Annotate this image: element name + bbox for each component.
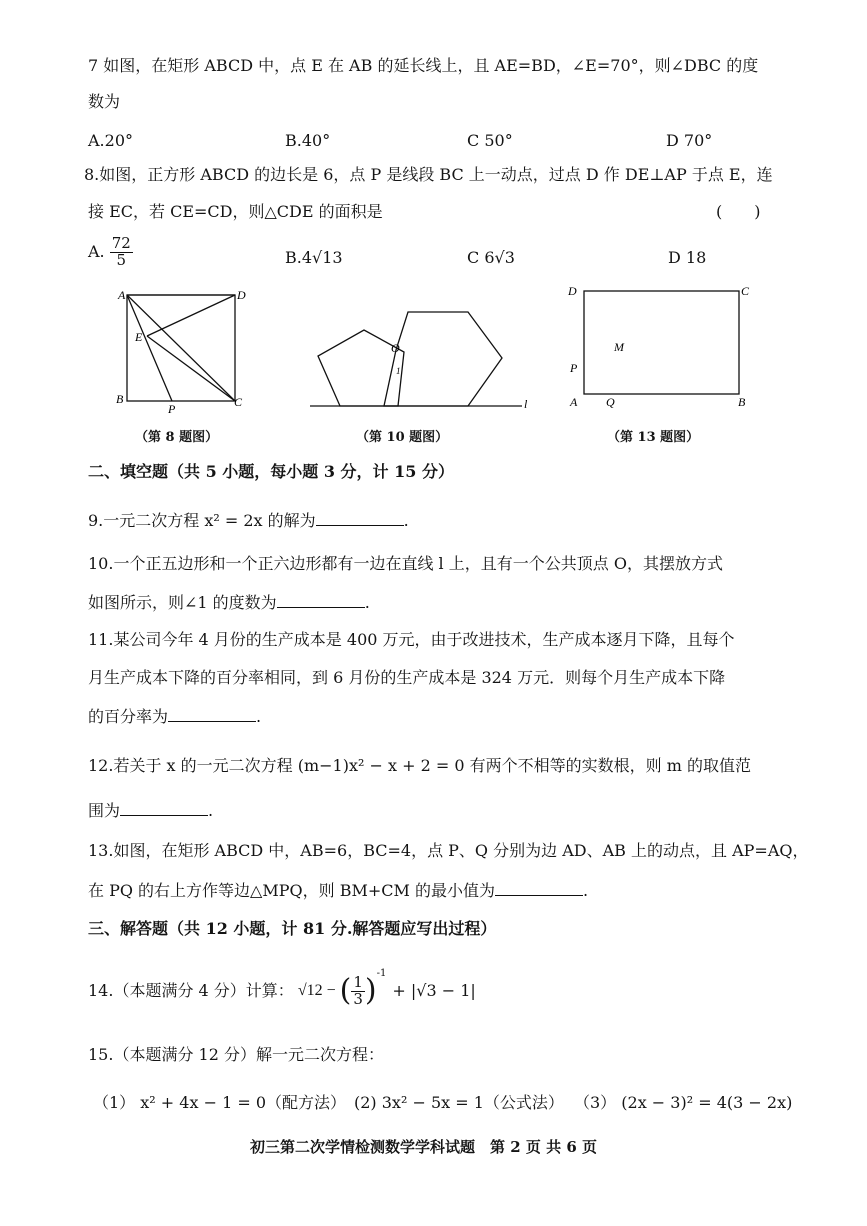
q10-line2	[88, 593, 370, 611]
q13-line2	[88, 881, 588, 899]
section-3-heading: 三、解答题（共 12 小题，计 81 分.解答题应写出过程）	[88, 919, 497, 938]
q14-paren-close: )	[364, 973, 377, 1009]
q13-end: .	[582, 881, 589, 900]
q12-end: .	[208, 801, 214, 820]
q8-option-c: C 6√3	[467, 248, 515, 267]
figure-8-caption: （第 8 题图）	[135, 430, 219, 445]
q11-end: .	[256, 707, 262, 726]
q12-answer-blank[interactable]	[120, 801, 208, 816]
fig13-label-d: D	[568, 284, 577, 298]
fig8-label-a: A	[118, 288, 126, 302]
q14-fraction	[351, 975, 365, 1008]
q14-prefix: 14.（本题满分 4 分）计算：	[88, 981, 294, 1001]
q14-tail: + |√3 − 1|	[392, 981, 476, 1001]
q9-end: .	[403, 511, 409, 530]
q11-line2: 月生产成本下降的百分率相同，到 6 月份的生产成本是 324 万元．则每个月生产成本下降	[88, 668, 726, 687]
q9-text: 9.一元二次方程 x² = 2x 的解为	[88, 511, 316, 530]
q13-answer-blank[interactable]	[495, 881, 583, 896]
q8-line1: 8.如图，正方形 ABCD 的边长是 6，点 P 是线段 BC 上一动点，过点 D 作 DE⊥AP 于点 E，连	[84, 165, 773, 184]
q14-paren-open: (	[339, 973, 352, 1009]
q10-answer-blank[interactable]	[277, 593, 365, 608]
q8-line2: 接 EC，若 CE=CD，则△CDE 的面积是	[88, 202, 383, 221]
section-2-heading: 二、填空题（共 5 小题，每小题 3 分，计 15 分）	[88, 462, 454, 481]
fig13-label-a: A	[570, 395, 578, 409]
figure-10	[300, 300, 535, 415]
fig10-label-o: O	[391, 341, 400, 355]
q7-line1: 7 如图，在矩形 ABCD 中，点 E 在 AB 的延长线上，且 AE=BD，∠E=70°，则∠DBC 的度	[88, 56, 759, 75]
figure-13-caption: （第 13 题图）	[607, 430, 700, 445]
fig13-label-b: B	[738, 395, 746, 409]
q13-text: 在 PQ 的右上方作等边△MPQ，则 BM+CM 的最小值为	[88, 881, 495, 900]
fig8-label-c: C	[234, 395, 243, 409]
q10-line1: 10.一个正五边形和一个正六边形都有一边在直线 l 上，且有一个公共顶点 O，其摆放方式	[88, 554, 723, 573]
figure-8	[110, 285, 260, 415]
q9-answer-blank[interactable]	[316, 511, 404, 526]
q14	[88, 968, 476, 1009]
fig8-label-e: E	[135, 330, 143, 344]
q7-line2: 数为	[88, 92, 121, 111]
q8-option-a-numerator: 72	[111, 234, 131, 252]
fig8-label-d: D	[237, 288, 246, 302]
q8-option-a-fraction	[110, 236, 133, 269]
q15-part3: （3） (2x − 3)² = 4(3 − 2x)	[574, 1093, 793, 1112]
q11-text: 的百分率为	[88, 707, 169, 726]
q15-part2: (2) 3x² − 5x = 1（公式法）	[354, 1093, 564, 1112]
page-footer: 初三第二次学情检测数学学科试题 第 2 页 共 6 页	[250, 1138, 597, 1156]
fig13-label-c: C	[741, 284, 750, 298]
q10-text: 如图所示，则∠1 的度数为	[88, 593, 277, 612]
q14-frac-numerator: 1	[353, 973, 363, 991]
q7-option-c: C 50°	[467, 131, 513, 150]
q12-text: 围为	[88, 801, 121, 820]
q12-line1: 12.若关于 x 的一元二次方程 (m−1)x² − x + 2 = 0 有两个不相等的实数根，则 m 的取值范	[88, 756, 751, 775]
fig10-label-angle: 1	[396, 366, 401, 376]
q8-option-a	[88, 236, 133, 269]
q11-answer-blank[interactable]	[168, 707, 256, 722]
q8-option-a-denominator: 5	[116, 250, 127, 269]
q8-option-a-label: A.	[88, 241, 105, 261]
q7-option-d: D 70°	[666, 131, 713, 150]
figure-10-caption: （第 10 题图）	[356, 430, 449, 445]
fig13-label-m: M	[614, 340, 624, 354]
q10-end: .	[364, 593, 370, 612]
q8-option-b: B.4√13	[285, 248, 343, 267]
q8-answer-paren: ( )	[716, 202, 761, 221]
q14-sqrt12: √12 −	[297, 982, 336, 1000]
fig10-label-l: l	[524, 397, 528, 411]
fig13-label-q: Q	[606, 395, 615, 409]
q15-part1: （1） x² + 4x − 1 = 0（配方法）	[93, 1093, 347, 1112]
fig8-label-b: B	[116, 392, 124, 406]
figure-13	[560, 278, 760, 413]
q8-option-d: D 18	[668, 248, 707, 267]
q11-line3	[88, 707, 261, 725]
q15-title: 15.（本题满分 12 分）解一元二次方程：	[88, 1045, 384, 1064]
q14-frac-denominator: 3	[353, 989, 363, 1008]
q11-line1: 11.某公司今年 4 月份的生产成本是 400 万元，由于改进技术，生产成本逐月下降，且每个	[88, 630, 735, 649]
fig13-label-p: P	[570, 361, 578, 375]
q12-line2	[88, 801, 213, 819]
q7-option-b: B.40°	[285, 131, 331, 150]
q13-line1: 13.如图，在矩形 ABCD 中，AB=6，BC=4，点 P、Q 分别为边 AD、AB 上的动点，且 AP=AQ，	[88, 841, 809, 860]
q14-exponent: -1	[376, 968, 387, 979]
q7-option-a: A.20°	[88, 131, 133, 150]
fig8-label-p: P	[168, 402, 176, 415]
q9	[88, 511, 409, 529]
